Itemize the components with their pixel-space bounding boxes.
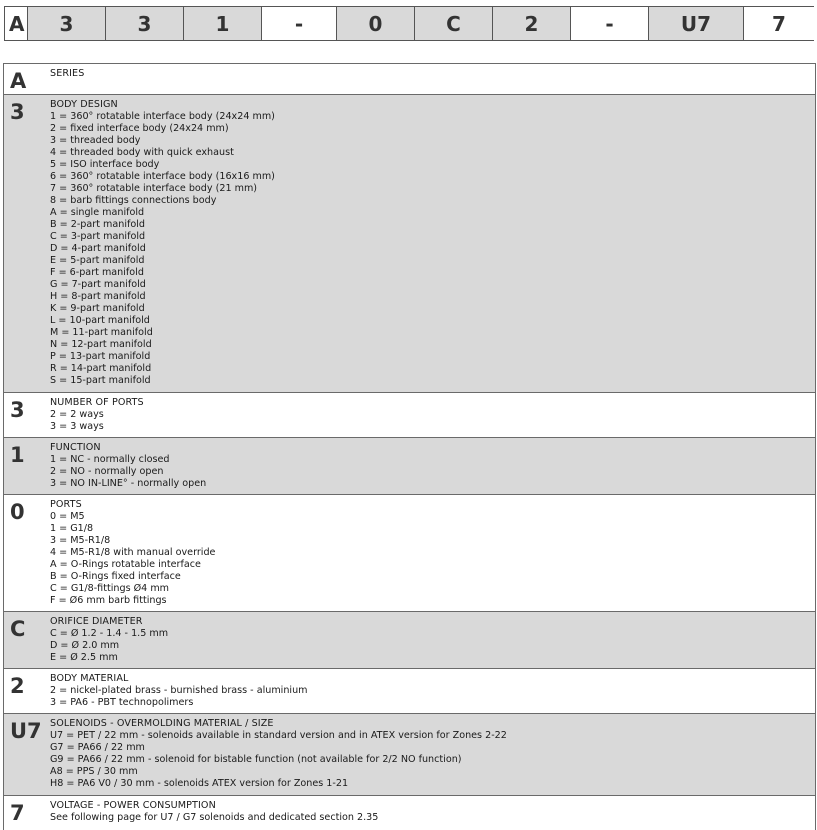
option-line: F = 6-part manifold [50,267,144,278]
code-segment-series: A [4,7,28,40]
option-line: 1 = NC - normally closed [50,454,170,465]
option-line: See following page for U7 / G7 solenoids and dedicated section 2.35 [50,812,379,823]
row-title: ORIFICE DIAMETER [50,616,143,627]
option-line: 3 = PA6 - PBT technopolimers [50,697,194,708]
option-line: D = Ø 2.0 mm [50,640,120,651]
option-line: 1 = 360° rotatable interface body (24x24 mm) [50,111,275,122]
row-title: SERIES [50,68,85,79]
row-content [50,800,378,824]
option-line: 3 = M5-R1/8 [50,535,111,546]
legend-row-function [4,438,815,495]
option-line: 0 = M5 [50,511,85,522]
legend-row-orifice-diameter [4,612,815,669]
row-code-letter: A [10,69,27,93]
code-segment-function: 1 [184,7,262,40]
legend-row-body-design [4,95,815,393]
row-content [50,442,206,490]
option-line: B = 2-part manifold [50,219,145,230]
code-segment-body-design: 3 [28,7,106,40]
row-code-letter: 7 [10,801,25,825]
code-separator: - [262,7,337,40]
option-line: H8 = PA6 V0 / 30 mm - solenoids ATEX version for Zones 1-21 [50,778,349,789]
option-line: A = O-Rings rotatable interface [50,559,201,570]
code-segment-voltage: 7 [744,7,814,40]
option-line: C = 3-part manifold [50,231,146,242]
option-line: R = 14-part manifold [50,363,152,374]
row-content [50,68,84,80]
option-line: L = 10-part manifold [50,315,150,326]
option-line: C = Ø 1.2 - 1.4 - 1.5 mm [50,628,169,639]
option-line: 4 = M5-R1/8 with manual override [50,547,216,558]
option-line: 3 = threaded body [50,135,141,146]
option-line: E = Ø 2.5 mm [50,652,118,663]
row-content [50,397,144,433]
row-title: FUNCTION [50,442,101,453]
option-line: 3 = NO IN-LINE° - normally open [50,478,207,489]
option-line: A8 = PPS / 30 mm [50,766,138,777]
row-code-letter: 3 [10,100,25,124]
option-line: E = 5-part manifold [50,255,145,266]
option-line: N = 12-part manifold [50,339,152,350]
product-code-bar [4,6,814,41]
row-code-letter: 0 [10,500,25,524]
option-line: 8 = barb fittings connections body [50,195,217,206]
code-segment-orifice: C [415,7,493,40]
option-line: S = 15-part manifold [50,375,151,386]
option-line: 4 = threaded body with quick exhaust [50,147,234,158]
row-code-letter: 2 [10,674,25,698]
code-segment-ports: 0 [337,7,415,40]
row-title: VOLTAGE - POWER CONSUMPTION [50,800,216,811]
code-segment-number-of-ports: 3 [106,7,184,40]
option-line: P = 13-part manifold [50,351,151,362]
option-line: G = 7-part manifold [50,279,146,290]
option-line: G9 = PA66 / 22 mm - solenoid for bistable function (not available for 2/2 NO function) [50,754,462,765]
row-content [50,499,215,607]
option-line: D = 4-part manifold [50,243,146,254]
row-code-letter: 1 [10,443,25,467]
option-line: U7 = PET / 22 mm - solenoids available in standard version and in ATEX version for Zones 2-22 [50,730,507,741]
row-title: PORTS [50,499,82,510]
option-line: C = G1/8-fittings Ø4 mm [50,583,170,594]
option-line: 2 = NO - normally open [50,466,164,477]
option-line: 2 = 2 ways [50,409,104,420]
legend-row-ports [4,495,815,612]
option-line: 2 = fixed interface body (24x24 mm) [50,123,229,134]
option-line: B = O-Rings fixed interface [50,571,181,582]
option-line: 6 = 360° rotatable interface body (16x16 mm) [50,171,275,182]
option-line: A = single manifold [50,207,145,218]
code-legend-table [3,63,816,830]
row-code-letter: U7 [10,719,42,743]
row-content [50,616,168,664]
legend-row-solenoids [4,714,815,796]
option-line: 3 = 3 ways [50,421,104,432]
row-title: BODY MATERIAL [50,673,129,684]
row-content [50,99,275,387]
option-line: F = Ø6 mm barb fittings [50,595,167,606]
row-code-letter: C [10,617,26,641]
row-code-letter: 3 [10,398,25,422]
code-segment-solenoid: U7 [649,7,744,40]
code-segment-body-material: 2 [493,7,571,40]
option-line: 5 = ISO interface body [50,159,160,170]
option-line: 1 = G1/8 [50,523,94,534]
row-title: BODY DESIGN [50,99,118,110]
row-content [50,718,507,790]
legend-row-body-material [4,669,815,714]
option-line: 2 = nickel-plated brass - burnished brass - aluminium [50,685,308,696]
row-title: NUMBER OF PORTS [50,397,144,408]
option-line: K = 9-part manifold [50,303,145,314]
legend-row-series [4,64,815,95]
code-separator: - [571,7,649,40]
row-title: SOLENOIDS - OVERMOLDING MATERIAL / SIZE [50,718,274,729]
option-line: M = 11-part manifold [50,327,153,338]
row-content [50,673,308,709]
legend-row-number-of-ports [4,393,815,438]
option-line: G7 = PA66 / 22 mm [50,742,145,753]
option-line: H = 8-part manifold [50,291,146,302]
option-line: 7 = 360° rotatable interface body (21 mm) [50,183,258,194]
